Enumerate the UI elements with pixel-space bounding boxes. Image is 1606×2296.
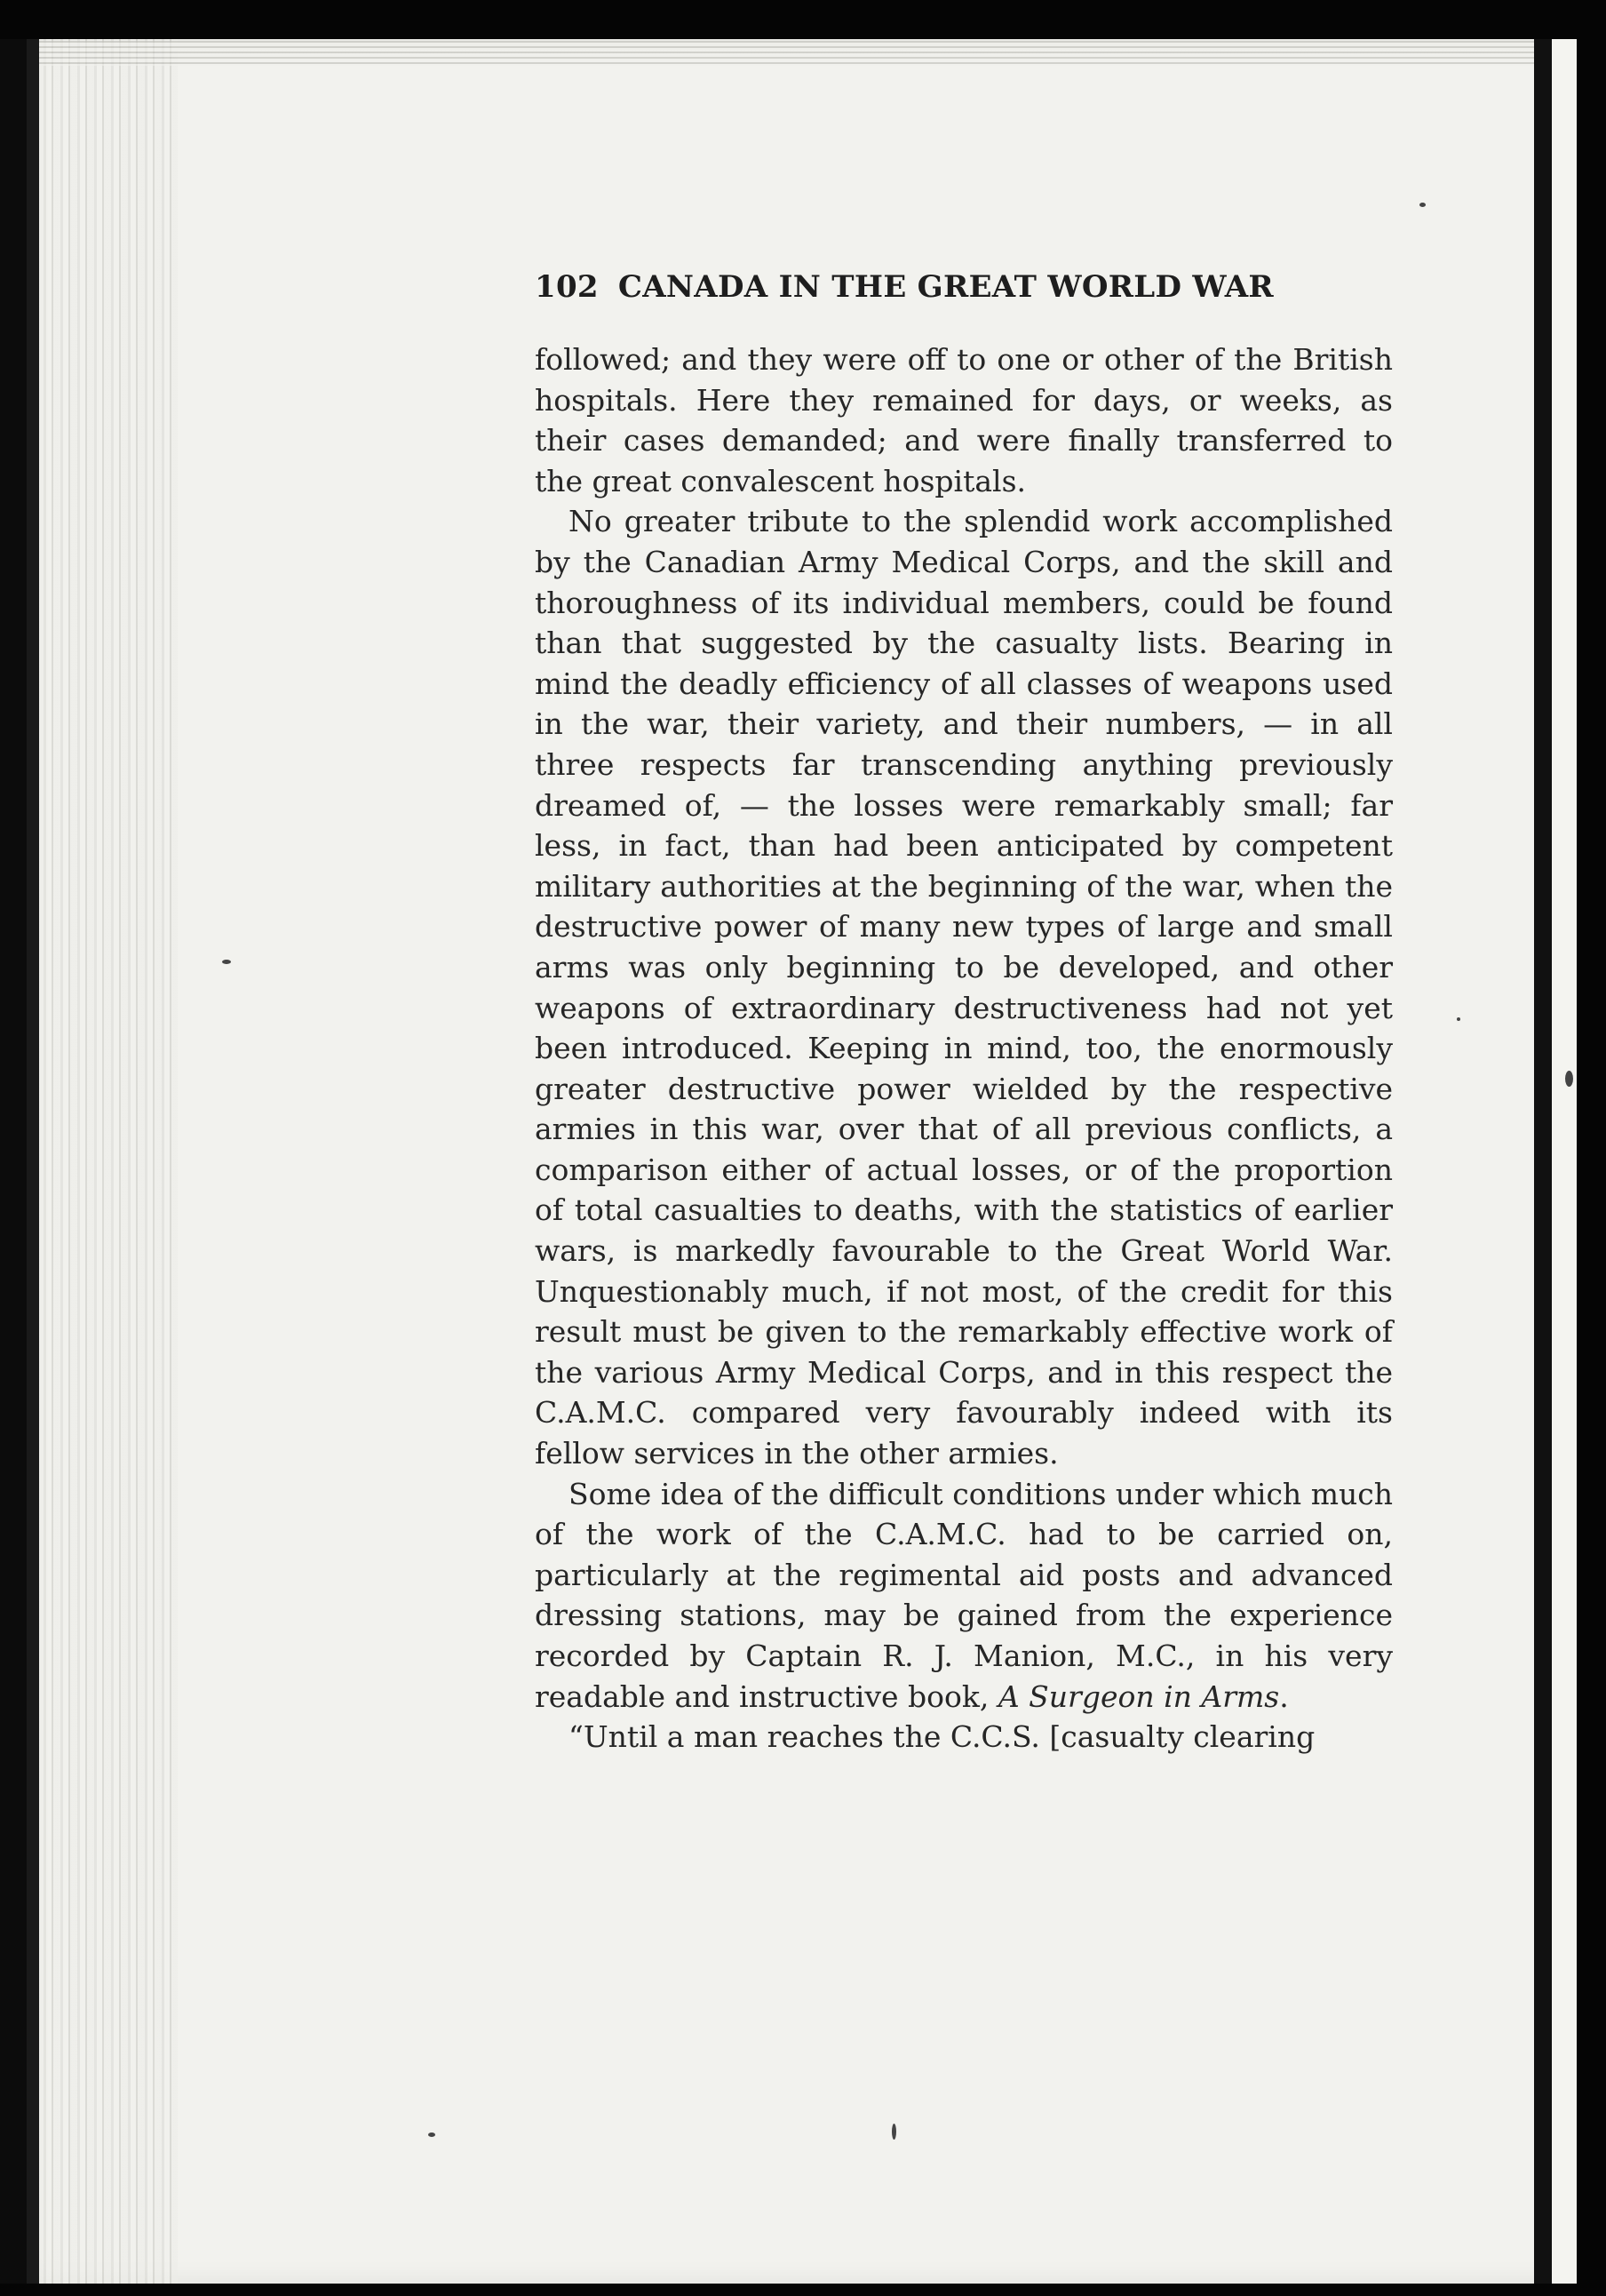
dust-speck (892, 2124, 896, 2140)
dust-speck (1457, 1017, 1460, 1021)
dust-speck (222, 960, 231, 964)
dust-speck (1565, 1071, 1573, 1087)
paragraph (535, 1474, 1393, 1718)
book-title-header: CANADA IN THE GREAT WORLD WAR (617, 269, 1274, 305)
paragraph: “Until a man reaches the C.C.S. [casualty clearing (568, 1719, 1316, 1755)
cited-book-title: A Surgeon in Arms (998, 1678, 1280, 1714)
paragraph: No greater tribute to the splendid work accomplished by the Canadian Army Medical Corps, and the skill and thoroughness of its individual members, could be found than that suggested by the casualty lists. Bearing in mind the deadly efficiency of all classes of weapons used in the war, their variety, and their numbers, — in all three respects far transcending anything previously dreamed of, — the losses were remarkably small; far less, in fact, than had been anticipated by competent military authorities at the beginning of the war, when the destructive power of many new types of large and small arms was only beginning to be developed, and other weapons of extraordinary destructiveness had not yet been introduced. Keeping in mind, too, the enormously greater destructive power wielded by the respective armies in this war, over that of all previous conflicts, a comparison either of actual losses, or of the proportion of total casualties to deaths, with the statistics of earlier wars, is markedly favourable to the Great World War. Unquestionably much, if not most, of the credit for this result must be given to the remarkably effective work of the various Army Medical Corps, and in this respect the C.A.M.C. compared very favourably indeed with its fellow services in the other armies. (535, 504, 1393, 1471)
top-page-edges (39, 41, 1549, 66)
facing-page-strip (1552, 39, 1577, 2284)
page-text-block (535, 259, 1393, 1758)
dust-speck (428, 2133, 435, 2137)
book-gutter-shadow (1534, 39, 1552, 2284)
dust-speck (1419, 203, 1426, 207)
scan-right-border (1577, 0, 1606, 2296)
stacked-page-edges (27, 39, 178, 2284)
scan-top-border (0, 0, 1606, 39)
scan-bottom-border (0, 2284, 1606, 2296)
body-text (535, 339, 1393, 1758)
paragraph-text: Some idea of the difficult conditions under which much of the work of the C.A.M.C. had to be carried on, particularly at the regimental aid posts and advanced dressing stations, may be gained from the experience recorded by Captain R. J. Manion, M.C., in his very readable and instructive book, (535, 1476, 1393, 1714)
left-cover-edge (27, 39, 39, 2284)
paragraph: followed; and they were off to one or other of the British hospitals. Here they remained for days, or weeks, as their cases demanded; and were finally transferred to the great convalescent hospitals. (535, 342, 1393, 498)
paragraph-text-end: . (1279, 1678, 1289, 1714)
running-head (535, 259, 1393, 315)
page-number: 102 (535, 269, 599, 305)
